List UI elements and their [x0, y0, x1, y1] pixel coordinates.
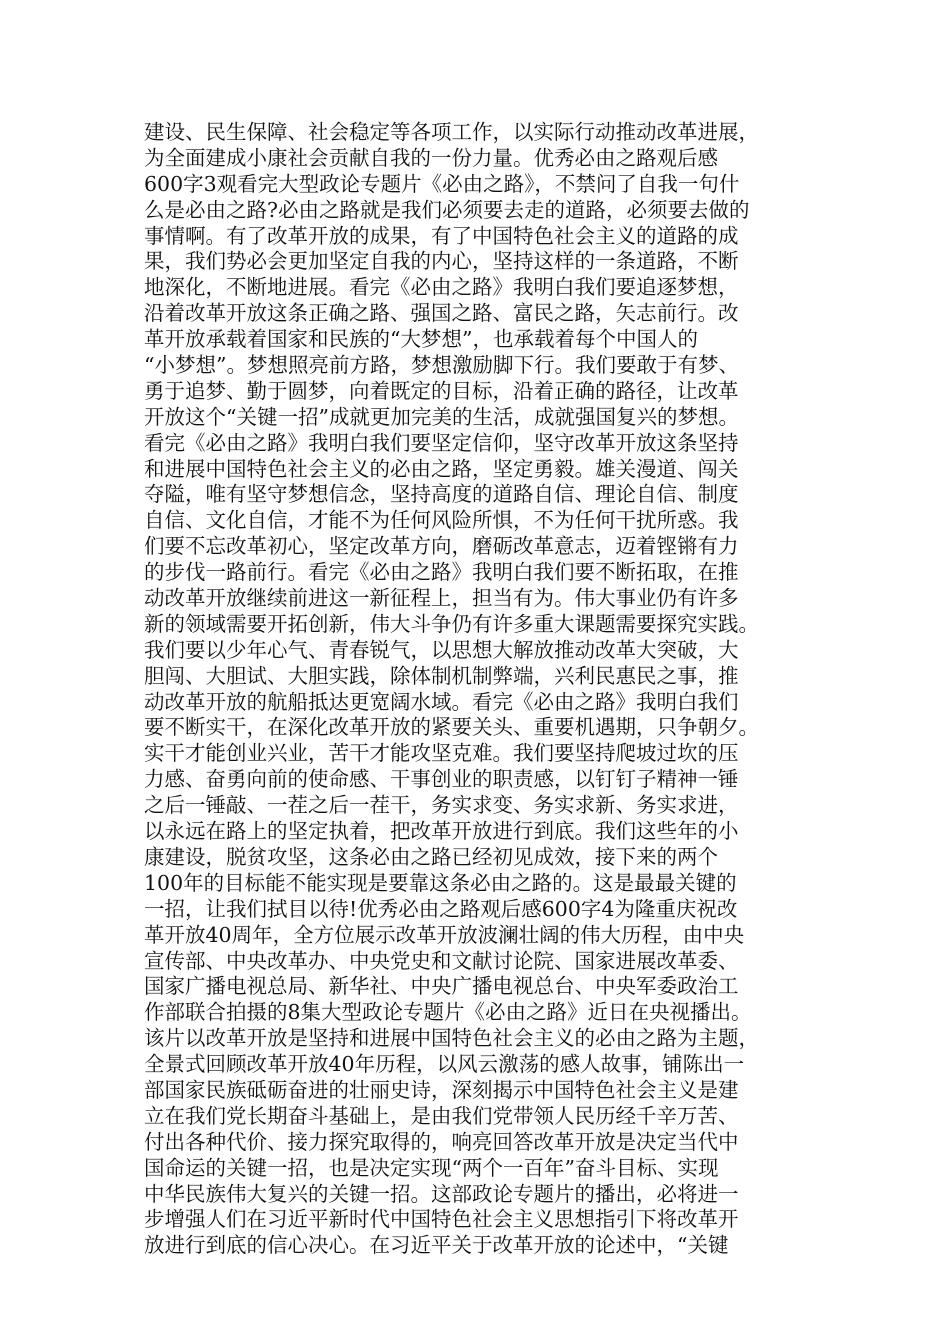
text-line: 康建设，脱贫攻坚，这条必由之路已经初见成效，接下来的两个 — [144, 844, 718, 869]
text-line: 一招，让我们拭目以待!优秀必由之路观后感600字4为隆重庆祝改 — [144, 896, 738, 921]
text-line: 自信、文化自信，才能不为任何风险所惧，不为任何干扰所惑。我 — [144, 508, 739, 533]
text-line: 之后一锤敲、一茬之后一茬干，务实求变、务实求新、务实求进， — [144, 793, 739, 818]
text-line: “小梦想”。梦想照亮前方路，梦想激励脚下行。我们要敢于有梦、 — [144, 353, 739, 378]
text-line: 和进展中国特色社会主义的必由之路，坚定勇毅。雄关漫道、闯关 — [144, 456, 739, 481]
text-line: 步增强人们在习近平新时代中国特色社会主义思想指引下将改革开 — [144, 1207, 739, 1232]
text-line: 我们要以少年心气、青春锐气，以思想大解放推动改革大突破，大 — [144, 637, 739, 662]
text-line: 要不断实干，在深化改革开放的紧要关头、重要机遇期，只争朝夕。 — [144, 715, 759, 740]
body-text — [144, 120, 822, 1259]
text-line: 立在我们党长期奋斗基础上，是由我们党带领人民历经千辛万苦、 — [144, 1103, 739, 1128]
text-line: 放进行到底的信心决心。在习近平关于改革开放的论述中，“关键 — [144, 1233, 729, 1258]
text-line: 夺隘，唯有坚守梦想信念，坚持高度的道路自信、理论自信、制度 — [144, 482, 739, 507]
text-line: 付出各种代价、接力探究取得的，响亮回答改革开放是决定当代中 — [144, 1129, 739, 1154]
text-line: 么是必由之路?必由之路就是我们必须要去走的道路，必须要去做的 — [144, 197, 750, 222]
text-line: 该片以改革开放是坚持和进展中国特色社会主义的必由之路为主题， — [144, 1026, 759, 1051]
text-line: 宣传部、中央改革办、中央党史和文献讨论院、国家进展改革委、 — [144, 948, 739, 973]
text-line: 100年的目标能不能实现是要靠这条必由之路的。这是最最关键的 — [144, 870, 737, 895]
text-line: 革开放40周年，全方位展示改革开放波澜壮阔的伟大历程，由中央 — [144, 922, 745, 947]
text-line: 全景式回顾改革开放40年历程，以风云激荡的感人故事，铺陈出一 — [144, 1052, 745, 1077]
text-line: 的步伐一路前行。看完《必由之路》我明白我们要不断拓取，在推 — [144, 560, 739, 585]
text-line: 中华民族伟大复兴的关键一招。这部政论专题片的播出，必将进一 — [144, 1181, 739, 1206]
text-line: 革开放承载着国家和民族的“大梦想”，也承载着每个中国人的 — [144, 327, 698, 352]
text-line: 为全面建成小康社会贡献自我的一份力量。优秀必由之路观后感 — [144, 145, 718, 170]
text-line: 国家广播电视总局、新华社、中央广播电视总台、中央军委政治工 — [144, 974, 739, 999]
text-line: 开放这个“关键一招”成就更加完美的生活，成就强国复兴的梦想。 — [144, 404, 739, 429]
text-line: 力感、奋勇向前的使命感、干事创业的职责感，以钉钉子精神一锤 — [144, 767, 739, 792]
text-line: 勇于追梦、勤于圆梦，向着既定的目标，沿着正确的路径，让改革 — [144, 378, 739, 403]
text-line: 胆闯、大胆试、大胆实践，除体制机制弊端，兴利民惠民之事，推 — [144, 663, 739, 688]
text-line: 动改革开放继续前进这一新征程上，担当有为。伟大事业仍有许多 — [144, 586, 739, 611]
text-line: 果，我们势必会更加坚定自我的内心，坚持这样的一条道路，不断 — [144, 249, 739, 274]
text-line: 沿着改革开放这条正确之路、强国之路、富民之路，矢志前行。改 — [144, 301, 739, 326]
text-line: 动改革开放的航船抵达更宽阔水域。看完《必由之路》我明白我们 — [144, 689, 739, 714]
text-line: 事情啊。有了改革开放的成果，有了中国特色社会主义的道路的成 — [144, 223, 739, 248]
text-line: 作部联合拍摄的8集大型政论专题片《必由之路》近日在央视播出。 — [144, 1000, 752, 1025]
text-line: 600字3观看完大型政论专题片《必由之路》，不禁问了自我一句什 — [144, 171, 740, 196]
text-line: 国命运的关键一招，也是决定实现“两个一百年”奋斗目标、实现 — [144, 1155, 719, 1180]
text-line: 建设、民生保障、社会稳定等各项工作，以实际行动推动改革进展， — [144, 120, 759, 144]
text-line: 们要不忘改革初心，坚定改革方向，磨砺改革意志，迈着铿锵有力 — [144, 534, 739, 559]
text-line: 部国家民族砥砺奋进的壮丽史诗，深刻揭示中国特色社会主义是建 — [144, 1077, 739, 1102]
text-line: 以永远在路上的坚定执着，把改革开放进行到底。我们这些年的小 — [144, 819, 739, 844]
text-line: 实干才能创业兴业，苦干才能攻坚克难。我们要坚持爬坡过坎的压 — [144, 741, 739, 766]
text-line: 看完《必由之路》我明白我们要坚定信仰，坚守改革开放这条坚持 — [144, 430, 739, 455]
text-line: 地深化，不断地进展。看完《必由之路》我明白我们要追逐梦想， — [144, 275, 739, 300]
text-line: 新的领域需要开拓创新，伟大斗争仍有许多重大课题需要探究实践。 — [144, 611, 759, 636]
